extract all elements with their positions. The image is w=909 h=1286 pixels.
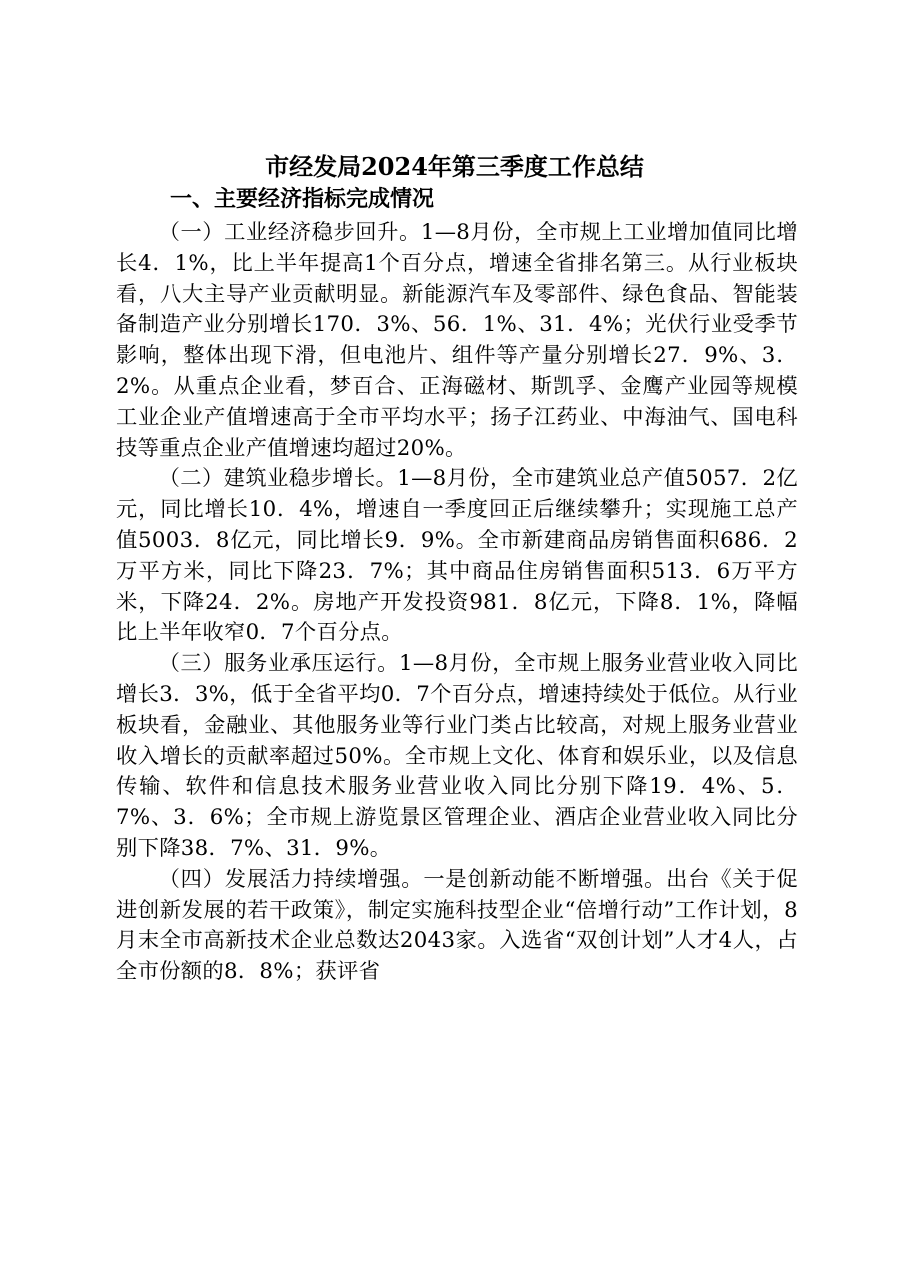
section-heading: 一、主要经济指标完成情况 — [170, 187, 435, 212]
paragraph-development-vitality: （四）发展活力持续增强。一是创新动能不断增强。出台《关于促进创新发展的若干政策》，制定实施科技型企业“倍增行动”工作计划，8月末全市高新技术企业总数达2043家。入选省“双创计划”人才4人，占全市份额的8．8%；获评省 — [116, 866, 798, 985]
document-title: 市经发局2024年第三季度工作总结 — [265, 152, 644, 181]
paragraph-construction: （二）建筑业稳步增长。1—8月份，全市建筑业总产值5057．2亿元，同比增长10．4%，增速自一季度回正后继续攀升；实现施工总产值5003．8亿元，同比增长9．9%。全市新建商品房销售面积686．2万平方米，同比下降23．7%；其中商品住房销售面积513．6万平方米，下降24．2%。房地产开发投资981．8亿元，下降8．1%，降幅比上半年收窄0．7个百分点。 — [116, 466, 798, 646]
paragraph-industrial-economy: （一）工业经济稳步回升。1—8月份，全市规上工业增加值同比增长4．1%，比上半年提高1个百分点，增速全省排名第三。从行业板块看，八大主导产业贡献明显。新能源汽车及零部件、绿色食品、智能装备制造产业分别增长170．3%、56．1%、31．4%；光伏行业受季节影响，整体出现下滑，但电池片、组件等产量分别增长27．9%、3．2%。从重点企业看，梦百合、正海磁材、斯凯孚、金鹰产业园等规模工业企业产值增速高于全市平均水平；扬子江药业、中海油气、国电科技等重点企业产值增速均超过20%。 — [116, 220, 798, 461]
document-body — [116, 218, 798, 988]
paragraph-services: （三）服务业承压运行。1—8月份，全市规上服务业营业收入同比增长3．3%，低于全省平均0．7个百分点，增速持续处于低位。从行业板块看，金融业、其他服务业等行业门类占比较高，对规上服务业营业收入增长的贡献率超过50%。全市规上文化、体育和娱乐业，以及信息传输、软件和信息技术服务业营业收入同比分别下降19．4%、5．7%、3．6%；全市规上游览景区管理企业、酒店企业营业收入同比分别下降38．7%、31．9%。 — [116, 651, 798, 861]
